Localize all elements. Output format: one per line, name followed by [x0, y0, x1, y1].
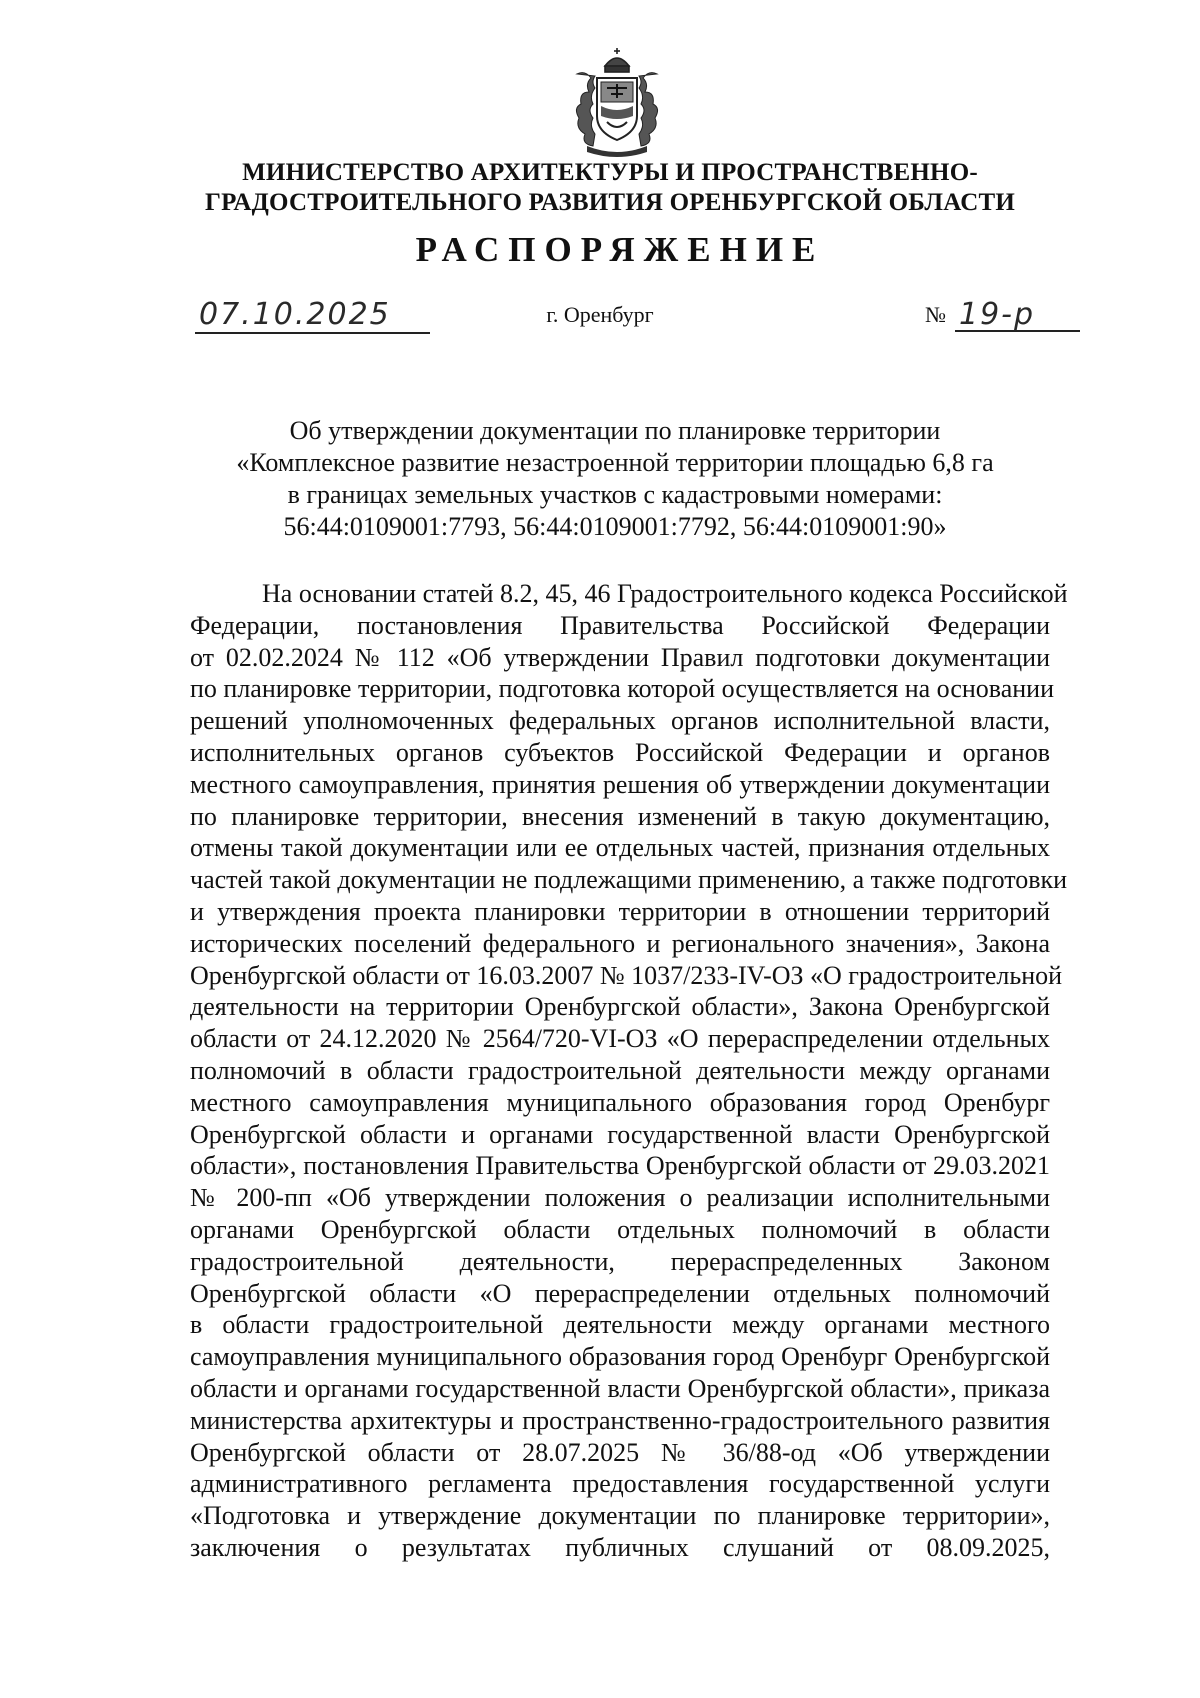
body-line: по планировке территории, внесения изменений в такую документацию, [190, 801, 1050, 831]
body-line: Оренбургской области и органами государственной власти Оренбургской [190, 1119, 1050, 1149]
body-line: заключения о результатах публичных слушаний от 08.09.2025, [190, 1532, 1050, 1562]
body-line: полномочий в области градостроительной деятельности между органами [190, 1055, 1050, 1085]
body-line: деятельности на территории Оренбургской области», Закона Оренбургской [190, 992, 1050, 1022]
title-line: Об утверждении документации по планировке территории [289, 416, 941, 445]
body-line: органами Оренбургской области отдельных полномочий в области [190, 1214, 1050, 1244]
document-type-heading: РАСПОРЯЖЕНИЕ [415, 230, 825, 269]
body-line: На основании статей 8.2, 45, 46 Градостроительного кодекса Российской [262, 579, 1068, 608]
number-sign: № [925, 302, 946, 327]
body-line: исполнительных органов субъектов Российской Федерации и органов [190, 737, 1050, 767]
ministry-name [160, 158, 1060, 218]
coat-of-arms-emblem [571, 48, 663, 158]
body-line: № 200-пп «Об утверждении положения о реализации исполнительными [190, 1183, 1050, 1213]
body-line: области», постановления Правительства Оренбургской области от 29.03.2021 [190, 1151, 1050, 1181]
body-line: «Подготовка и утверждение документации по планировке территории», [190, 1501, 1050, 1531]
document-number-field [925, 296, 1085, 332]
body-line: местного самоуправления, принятия решения об утверждении документации [190, 769, 1050, 799]
body-line: в области градостроительной деятельности между органами местного [190, 1310, 1050, 1340]
title-line: «Комплексное развитие незастроенной территории площадью 6,8 га [236, 448, 994, 477]
body-line: самоуправления муниципального образования город Оренбург Оренбургской [190, 1342, 1050, 1372]
body-line: Федерации, постановления Правительства Российской Федерации [190, 610, 1050, 640]
body-line: исторических поселений федерального и регионального значения», Закона [190, 928, 1050, 958]
body-line: и утверждения проекта планировки территории в отношении территорий [190, 896, 1050, 926]
body-line: области от 24.12.2020 № 2564/720-VI-ОЗ «О перераспределении отдельных [190, 1024, 1050, 1054]
date-field [195, 296, 430, 334]
body-line: административного регламента предоставления государственной услуги [190, 1469, 1050, 1499]
title-line: в границах земельных участков с кадастровыми номерами: [287, 480, 943, 509]
body-line: частей такой документации не подлежащими применению, а также подготовки [190, 865, 1068, 895]
body-line: Оренбургской области от 16.03.2007 № 1037/233-IV-ОЗ «О градостроительной [190, 960, 1063, 990]
body-line: Оренбургской области от 28.07.2025 № 36/88-од «Об утверждении [190, 1437, 1050, 1467]
handwritten-number: 19-р [959, 297, 1036, 332]
document-title [185, 415, 1045, 543]
body-line: министерства архитектуры и пространственно-градостроительного развития [190, 1405, 1050, 1435]
body-line: решений уполномоченных федеральных органов исполнительной власти, [190, 706, 1050, 736]
body-line: отмены такой документации или ее отдельных частей, признания отдельных [190, 833, 1050, 863]
body-line: области и органами государственной власти Оренбургской области», приказа [190, 1373, 1050, 1403]
title-line: 56:44:0109001:7793, 56:44:0109001:7792, 56:44:0109001:90» [283, 512, 947, 541]
city-label: г. Оренбург [546, 302, 654, 327]
body-text [190, 578, 1068, 1564]
ministry-name-line-2: ГРАДОСТРОИТЕЛЬНОГО РАЗВИТИЯ ОРЕНБУРГСКОЙ ОБЛАСТИ [205, 189, 1015, 216]
body-line: от 02.02.2024 № 112 «Об утверждении Правил подготовки документации [190, 642, 1050, 672]
body-line: местного самоуправления муниципального образования город Оренбург [190, 1087, 1050, 1117]
body-line: Оренбургской области «О перераспределении отдельных полномочий [190, 1278, 1050, 1308]
body-line: градостроительной деятельности, перераспределенных Законом [190, 1246, 1050, 1276]
body-line: по планировке территории, подготовка которой осуществляется на основании [190, 674, 1054, 704]
handwritten-date: 07.10.2025 [199, 297, 391, 332]
ministry-name-line-1: МИНИСТЕРСТВО АРХИТЕКТУРЫ И ПРОСТРАНСТВЕННО- [242, 159, 978, 186]
